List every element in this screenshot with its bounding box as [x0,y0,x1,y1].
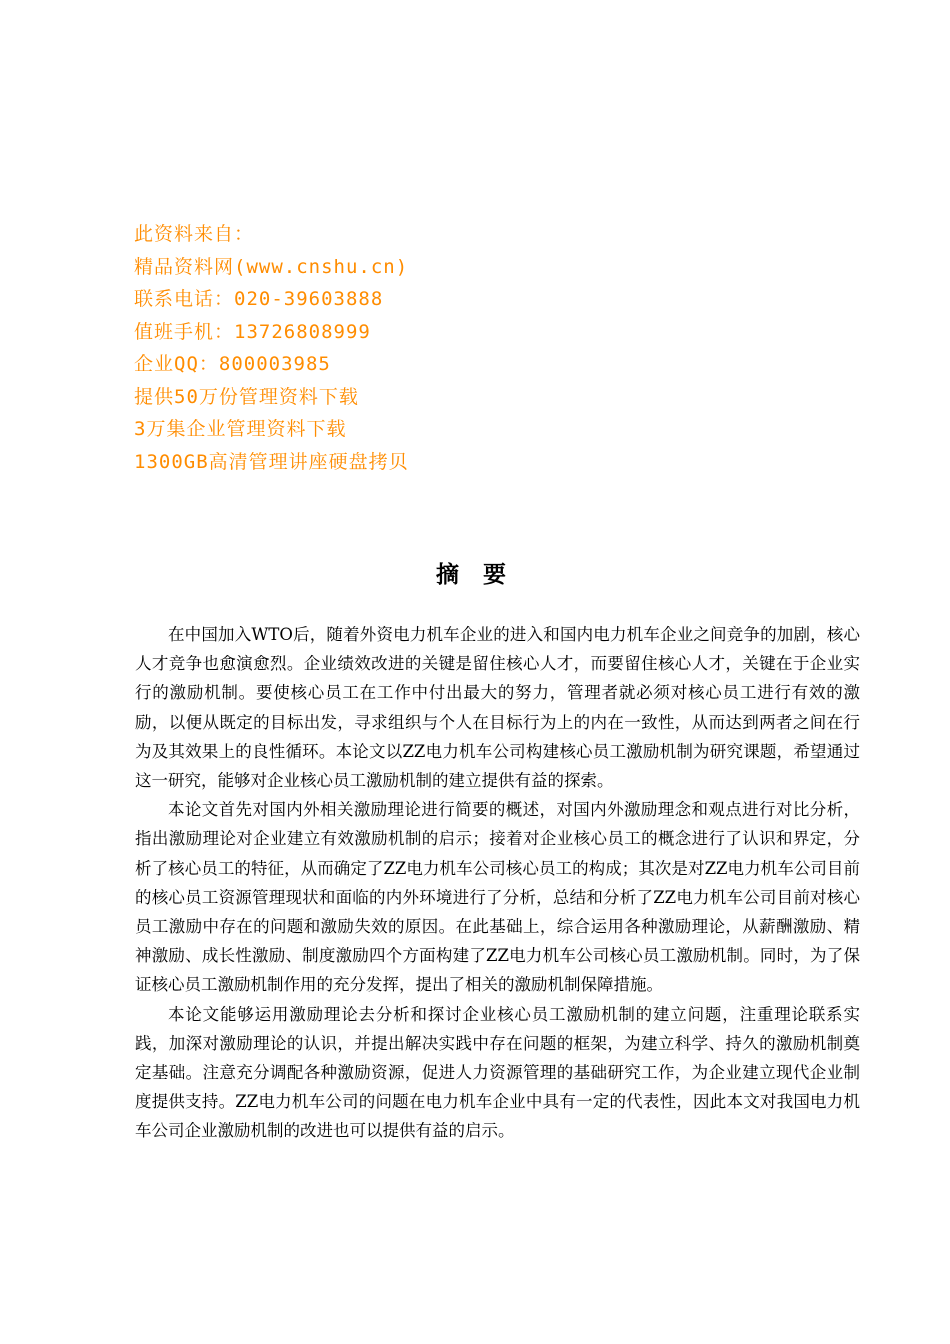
source-info-block [134,218,654,478]
abstract-paragraph-2: 本论文首先对国内外相关激励理论进行简要的概述，对国内外激励理念和观点进行对比分析，指出激励理论对企业建立有效激励机制的启示；接着对企业核心员工的概念进行了认识和界定，分析了核心员工的特征，从而确定了ZZ电力机车公司核心员工的构成；其次是对ZZ电力机车公司目前的核心员工资源管理现状和面临的内外环境进行了分析，总结和分析了ZZ电力机车公司目前对核心员工激励中存在的问题和激励失效的原因。在此基础上，综合运用各种激励理论，从薪酬激励、精神激励、成长性激励、制度激励四个方面构建了ZZ电力机车公司核心员工激励机制。同时，为了保证核心员工激励机制作用的充分发挥，提出了相关的激励机制保障措施。 [135,800,860,995]
phone-line: 联系电话：020-39603888 [134,288,384,310]
source-label: 此资料来自： [134,223,255,245]
abstract-title: 摘 要 [435,561,514,588]
offer-line-1: 提供50万份管理资料下载 [134,385,359,408]
abstract-paragraph-3: 本论文能够运用激励理论去分析和探讨企业核心员工激励机制的建立问题，注重理论联系实践，加深对激励理论的认识，并提出解决实践中存在问题的框架，为建立科学、持久的激励机制奠定基础。注意充分调配各种激励资源，促进人力资源管理的基础研究工作，为企业建立现代企业制度提供支持。ZZ电力机车公司的问题在电力机车企业中具有一定的代表性，因此本文对我国电力机车公司企业激励机制的改进也可以提供有益的启示。 [135,1004,860,1141]
offer-line-2: 3万集企业管理资料下载 [134,418,347,440]
offer-line-3: 1300GB高清管理讲座硬盘拷贝 [134,450,409,473]
abstract-body [135,620,860,1146]
mobile-line: 值班手机：13726808999 [134,320,371,343]
qq-line: 企业QQ：800003985 [134,353,331,375]
abstract-paragraph-1: 在中国加入WTO后，随着外资电力机车企业的进入和国内电力机车企业之间竞争的加剧，核心人才竞争也愈演愈烈。企业绩效改进的关键是留住核心人才，而要留住核心人才，关键在于企业实行的激励机制。要使核心员工在工作中付出最大的努力，管理者就必须对核心员工进行有效的激励，以便从既定的目标出发，寻求组织与个人在目标行为上的内在一致性，从而达到两者之间在行为及其效果上的良性循环。本论文以ZZ电力机车公司构建核心员工激励机制为研究课题，希望通过这一研究，能够对企业核心员工激励机制的建立提供有益的探索。 [135,625,860,791]
website-line: 精品资料网(www.cnshu.cn) [134,255,409,278]
